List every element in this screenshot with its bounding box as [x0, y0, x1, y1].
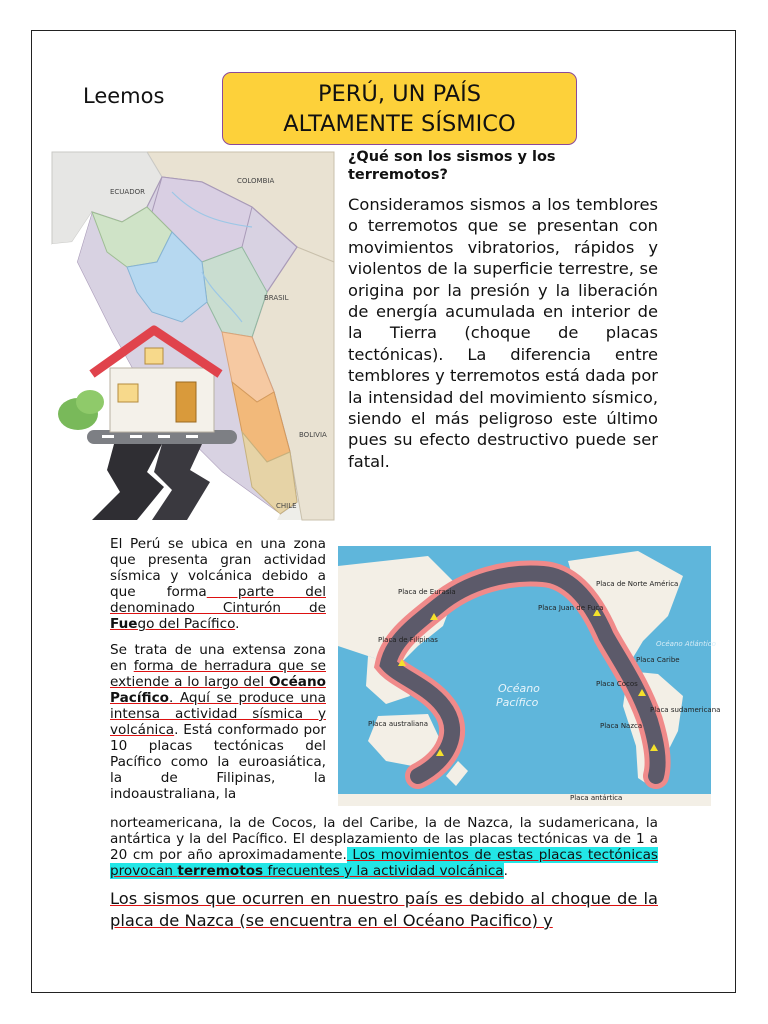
paragraph-2	[110, 642, 326, 803]
label-oceano-atlantico: Océano Atlántico	[656, 640, 716, 648]
map-label-bolivia: BOLIVIA	[299, 431, 327, 439]
text-run-underlined: forma de herradura	[133, 657, 272, 674]
paragraph-1	[110, 536, 326, 633]
text-run: .	[235, 616, 240, 633]
text-run-highlighted: frecuentes y la actividad volcánica	[263, 863, 504, 880]
text-run-bold: Fue	[110, 616, 138, 633]
text-run-underlined: parte del denominado Cinturón de	[110, 584, 326, 617]
house-window	[118, 384, 138, 402]
label-placa-eurasia: Placa de Eurasia	[398, 588, 456, 596]
page-title	[222, 72, 577, 145]
intro-paragraph: Consideramos sismos a los temblores o terremotos que se presentan con movimientos vibratorios, rápidos y violentos de la superficie terrestre, se origina por la presión y la liberación de energía acumulada en interior de la Tierra (choque de placas tectónicas). La diferencia entre temblores y terremotos está dada por la intensidad del movimiento sísmico, siendo el más peligroso este último pues su efecto destructivo puede ser fatal.	[348, 195, 658, 471]
text-run: Se trata de una extensa zona en	[110, 641, 326, 674]
peru-map-image	[52, 152, 334, 520]
left-text-column	[110, 536, 326, 803]
label-placa-cocos: Placa Cocos	[596, 680, 638, 688]
leemos-label: Leemos	[83, 84, 165, 108]
road-marking	[130, 435, 142, 438]
text-run: norteamericana, la de Cocos, la del Caribe, la de Nazca, la sudamericana, la antártica y la del Pacífico. El desplazamiento de las placas tectónicas va de 1 a 20 cm por año aproximadamente.	[110, 815, 658, 864]
question-heading: ¿Qué son los sismos y los terremotos?	[348, 149, 556, 183]
label-pacifico: Pacífico	[496, 696, 539, 709]
final-sentence: Los sismos que ocurren en nuestro país es debido al choque de la placa de Nazca (se encuentra en el Océano Pacifico) y	[110, 889, 658, 930]
map-label-chile: CHILE	[276, 502, 297, 510]
label-placa-australiana: Placa australiana	[368, 720, 429, 728]
full-width-paragraph	[110, 815, 658, 879]
road-marking	[102, 435, 114, 438]
road-marking	[186, 435, 198, 438]
text-run-underlined: que se extiende a lo largo del	[110, 657, 326, 690]
text-run: .	[503, 863, 508, 880]
text-run-underlined: go del Pacífico	[137, 616, 236, 633]
text-run: . Está conformado por 10 placas tectónicas del Pacífico como la euroasiática, la de Filipinas, la indoaustraliana, la	[110, 722, 326, 803]
antarctica-landmass	[338, 794, 711, 806]
label-placa-filipinas: Placa de Filipinas	[378, 636, 438, 644]
ring-of-fire-map	[338, 546, 721, 806]
map-label-brasil: BRASIL	[264, 294, 289, 302]
title-line-1: PERÚ, UN PAÍS	[317, 80, 482, 107]
road-marking	[158, 435, 170, 438]
label-oceano: Océano	[498, 682, 540, 695]
title-line-2: ALTAMENTE SÍSMICO	[283, 110, 516, 137]
tree-icon	[76, 390, 104, 414]
map-label-colombia: COLOMBIA	[237, 177, 275, 185]
house-door	[176, 382, 196, 422]
label-placa-sudamericana: Placa sudamericana	[650, 706, 721, 714]
house-window	[145, 348, 163, 364]
text-run-highlighted: Los movimientos de estas placas tectónicas provocan	[110, 847, 658, 880]
text-run-bold: Océano Pacífico	[110, 673, 326, 706]
map-label-ecuador: ECUADOR	[110, 188, 145, 196]
text-run: El Perú se ubica en una zona que presenta gran actividad sísmica y volcánica debido a que forma	[110, 536, 326, 601]
label-placa-antartica: Placa antártica	[570, 794, 623, 802]
text-run-highlighted-bold: terremotos	[177, 863, 264, 880]
label-placa-nazca: Placa Nazca	[600, 722, 643, 730]
label-placa-juan-de-fuca: Placa Juan de Fuca	[538, 604, 604, 612]
label-placa-norteamerica: Placa de Norte América	[596, 580, 679, 588]
text-run-underlined: . Aquí se produce una intensa actividad sísmica y volcánica	[110, 689, 326, 739]
label-placa-caribe: Placa Caribe	[636, 656, 680, 664]
